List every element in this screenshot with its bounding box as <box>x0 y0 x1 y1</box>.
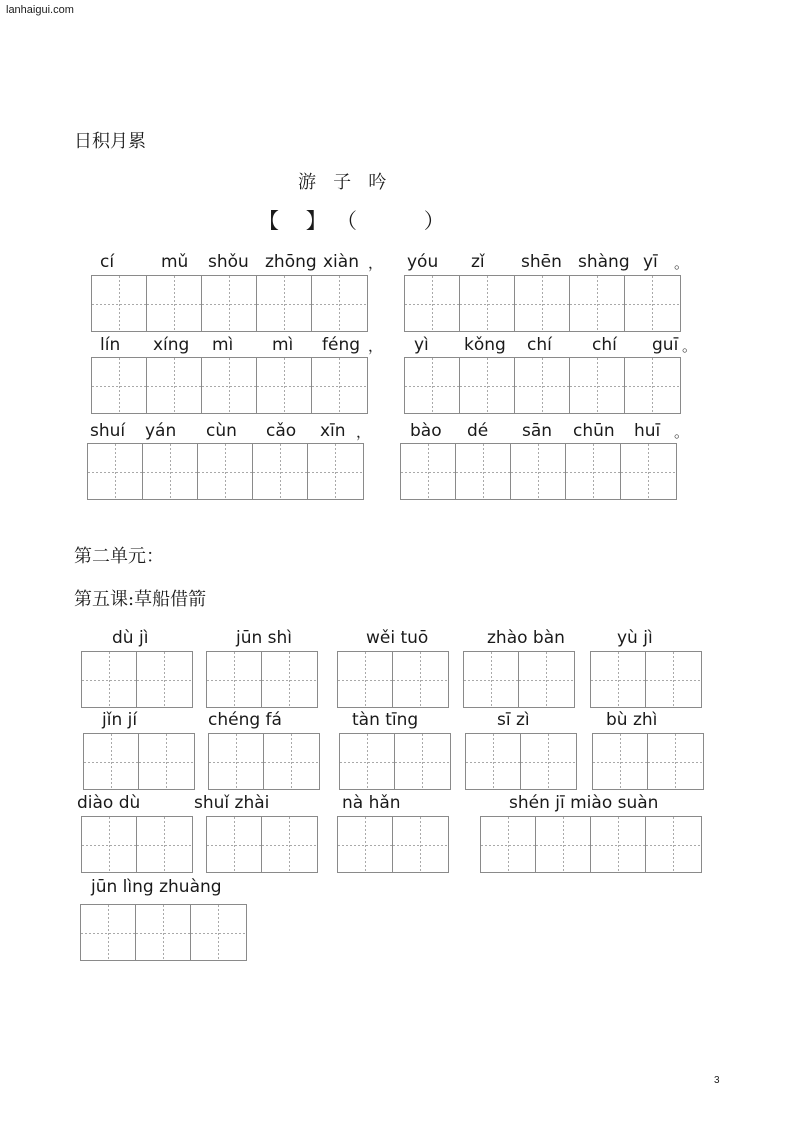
tian-zi-cell[interactable] <box>464 652 519 708</box>
tian-zi-cell[interactable] <box>591 817 646 873</box>
tian-zi-cell[interactable] <box>481 817 536 873</box>
pinyin-syllable: xīn <box>320 421 346 441</box>
pinyin-syllable: shàng <box>578 252 630 272</box>
vocab-writing-grid <box>83 733 195 790</box>
writing-grid-second-half <box>404 357 681 414</box>
pinyin-syllable: sān <box>522 421 553 441</box>
vocab-pinyin: nà hǎn <box>342 793 401 813</box>
tian-zi-cell[interactable] <box>570 358 625 414</box>
pinyin-syllable: zhōng <box>265 252 317 272</box>
vocab-writing-grid <box>206 816 318 873</box>
tian-zi-cell[interactable] <box>405 276 460 332</box>
tian-zi-cell[interactable] <box>88 444 143 500</box>
tian-zi-cell[interactable] <box>395 734 450 790</box>
vocab-pinyin: tàn tīng <box>352 710 419 730</box>
lesson-title: 第五课:草船借箭 <box>74 589 207 610</box>
tian-zi-cell[interactable] <box>401 444 456 500</box>
tian-zi-cell[interactable] <box>338 817 393 873</box>
vocab-writing-grid <box>590 651 702 708</box>
pinyin-syllable: xiàn <box>323 252 359 272</box>
vocab-pinyin: jǐn jí <box>102 710 138 730</box>
tian-zi-cell[interactable] <box>405 358 460 414</box>
pinyin-syllable: huī <box>634 421 661 441</box>
tian-zi-cell[interactable] <box>536 817 591 873</box>
tian-zi-cell[interactable] <box>340 734 395 790</box>
site-watermark: lanhaigui.com <box>6 4 74 16</box>
pinyin-syllable: chí <box>592 335 617 355</box>
tian-zi-cell[interactable] <box>621 444 676 500</box>
comma-mark: ， <box>368 337 384 355</box>
period-mark: 。 <box>682 337 698 355</box>
tian-zi-cell[interactable] <box>460 276 515 332</box>
tian-zi-cell[interactable] <box>591 652 646 708</box>
vocab-pinyin: zhào bàn <box>487 628 565 648</box>
tian-zi-cell[interactable] <box>312 358 367 414</box>
writing-grid-first-half <box>91 275 368 332</box>
tian-zi-cell[interactable] <box>82 652 137 708</box>
pinyin-syllable: shǒu <box>208 252 249 272</box>
pinyin-syllable: dé <box>467 421 489 441</box>
tian-zi-cell[interactable] <box>519 652 574 708</box>
tian-zi-cell[interactable] <box>393 652 448 708</box>
pinyin-syllable: cǎo <box>266 421 297 441</box>
vocab-pinyin: shuǐ zhài <box>194 793 270 813</box>
tian-zi-cell[interactable] <box>202 276 257 332</box>
tian-zi-cell[interactable] <box>191 905 246 961</box>
tian-zi-cell[interactable] <box>147 276 202 332</box>
tian-zi-cell[interactable] <box>338 652 393 708</box>
vocab-writing-grid <box>463 651 575 708</box>
vocab-writing-grid <box>337 816 449 873</box>
writing-grid-first-half <box>91 357 368 414</box>
tian-zi-cell[interactable] <box>257 276 312 332</box>
vocab-pinyin: jūn shì <box>236 628 293 648</box>
tian-zi-cell[interactable] <box>81 905 136 961</box>
tian-zi-cell[interactable] <box>209 734 264 790</box>
tian-zi-cell[interactable] <box>566 444 621 500</box>
pinyin-syllable: cí <box>100 252 115 272</box>
tian-zi-cell[interactable] <box>262 652 317 708</box>
vocab-writing-grid <box>81 816 193 873</box>
pinyin-syllable: bào <box>410 421 442 441</box>
unit-title: 第二单元： <box>74 546 164 567</box>
vocab-pinyin: bù zhì <box>606 710 658 730</box>
tian-zi-cell[interactable] <box>137 652 192 708</box>
tian-zi-cell[interactable] <box>456 444 511 500</box>
vocab-writing-grid <box>206 651 318 708</box>
tian-zi-cell[interactable] <box>593 734 648 790</box>
pinyin-syllable: shēn <box>521 252 562 272</box>
vocab-pinyin: wěi tuō <box>366 628 429 648</box>
pinyin-syllable: guī <box>652 335 679 355</box>
tian-zi-cell[interactable] <box>136 905 191 961</box>
tian-zi-cell[interactable] <box>312 276 367 332</box>
vocab-writing-grid <box>339 733 451 790</box>
pinyin-syllable: yán <box>145 421 177 441</box>
tian-zi-cell[interactable] <box>460 358 515 414</box>
pinyin-syllable: yī <box>643 252 658 272</box>
comma-mark: ， <box>356 423 372 441</box>
writing-grid-second-half <box>404 275 681 332</box>
tian-zi-cell[interactable] <box>257 358 312 414</box>
vocab-writing-grid <box>80 904 247 961</box>
tian-zi-cell[interactable] <box>92 358 147 414</box>
vocab-writing-grid <box>337 651 449 708</box>
vocab-writing-grid <box>81 651 193 708</box>
tian-zi-cell[interactable] <box>137 817 192 873</box>
tian-zi-cell[interactable] <box>84 734 139 790</box>
vocab-writing-grid <box>480 816 702 873</box>
tian-zi-cell[interactable] <box>521 734 576 790</box>
pinyin-syllable: shuí <box>90 421 126 441</box>
tian-zi-cell[interactable] <box>147 358 202 414</box>
tian-zi-cell[interactable] <box>202 358 257 414</box>
tian-zi-cell[interactable] <box>207 652 262 708</box>
comma-mark: ， <box>368 254 384 272</box>
tian-zi-cell[interactable] <box>139 734 194 790</box>
tian-zi-cell[interactable] <box>82 817 137 873</box>
writing-grid-second-half <box>400 443 677 500</box>
vocab-pinyin: sī zì <box>497 710 530 730</box>
author-name-parens: （ ） <box>336 209 445 233</box>
pinyin-syllable: mì <box>212 335 234 355</box>
pinyin-syllable: mì <box>272 335 294 355</box>
writing-grid-first-half <box>87 443 364 500</box>
tian-zi-cell[interactable] <box>262 817 317 873</box>
tian-zi-cell[interactable] <box>264 734 319 790</box>
tian-zi-cell[interactable] <box>466 734 521 790</box>
vocab-pinyin: yù jì <box>617 628 653 648</box>
period-mark: 。 <box>674 423 690 441</box>
tian-zi-cell[interactable] <box>198 444 253 500</box>
tian-zi-cell[interactable] <box>143 444 198 500</box>
pinyin-syllable: xíng <box>153 335 190 355</box>
vocab-pinyin: dù jì <box>112 628 149 648</box>
vocab-writing-grid <box>208 733 320 790</box>
pinyin-syllable: cùn <box>206 421 237 441</box>
pinyin-syllable: yì <box>414 335 429 355</box>
tian-zi-cell[interactable] <box>207 817 262 873</box>
page-number: 3 <box>714 1075 720 1086</box>
vocab-pinyin: jūn lìng zhuàng <box>91 877 222 897</box>
vocab-writing-grid <box>465 733 577 790</box>
tian-zi-cell[interactable] <box>515 276 570 332</box>
tian-zi-cell[interactable] <box>253 444 308 500</box>
pinyin-syllable: zǐ <box>471 252 485 272</box>
tian-zi-cell[interactable] <box>646 817 701 873</box>
pinyin-syllable: lín <box>100 335 121 355</box>
tian-zi-cell[interactable] <box>393 817 448 873</box>
tian-zi-cell[interactable] <box>646 652 701 708</box>
pinyin-syllable: féng <box>322 335 361 355</box>
author-dynasty-brackets: 【 】 <box>258 209 327 233</box>
vocab-pinyin: chéng fá <box>208 710 282 730</box>
vocab-pinyin: shén jī miào suàn <box>509 793 659 813</box>
tian-zi-cell[interactable] <box>511 444 566 500</box>
period-mark: 。 <box>674 254 690 272</box>
pinyin-syllable: chūn <box>573 421 615 441</box>
tian-zi-cell[interactable] <box>308 444 363 500</box>
poem-title: 游 子 吟 <box>298 172 387 193</box>
pinyin-syllable: chí <box>527 335 552 355</box>
vocab-pinyin: diào dù <box>77 793 141 813</box>
tian-zi-cell[interactable] <box>648 734 703 790</box>
section-title: 日积月累 <box>74 131 146 152</box>
tian-zi-cell[interactable] <box>625 276 680 332</box>
vocab-writing-grid <box>592 733 704 790</box>
pinyin-syllable: kǒng <box>464 335 506 355</box>
tian-zi-cell[interactable] <box>515 358 570 414</box>
tian-zi-cell[interactable] <box>570 276 625 332</box>
pinyin-syllable: yóu <box>407 252 439 272</box>
pinyin-syllable: mǔ <box>161 252 189 272</box>
tian-zi-cell[interactable] <box>625 358 680 414</box>
tian-zi-cell[interactable] <box>92 276 147 332</box>
